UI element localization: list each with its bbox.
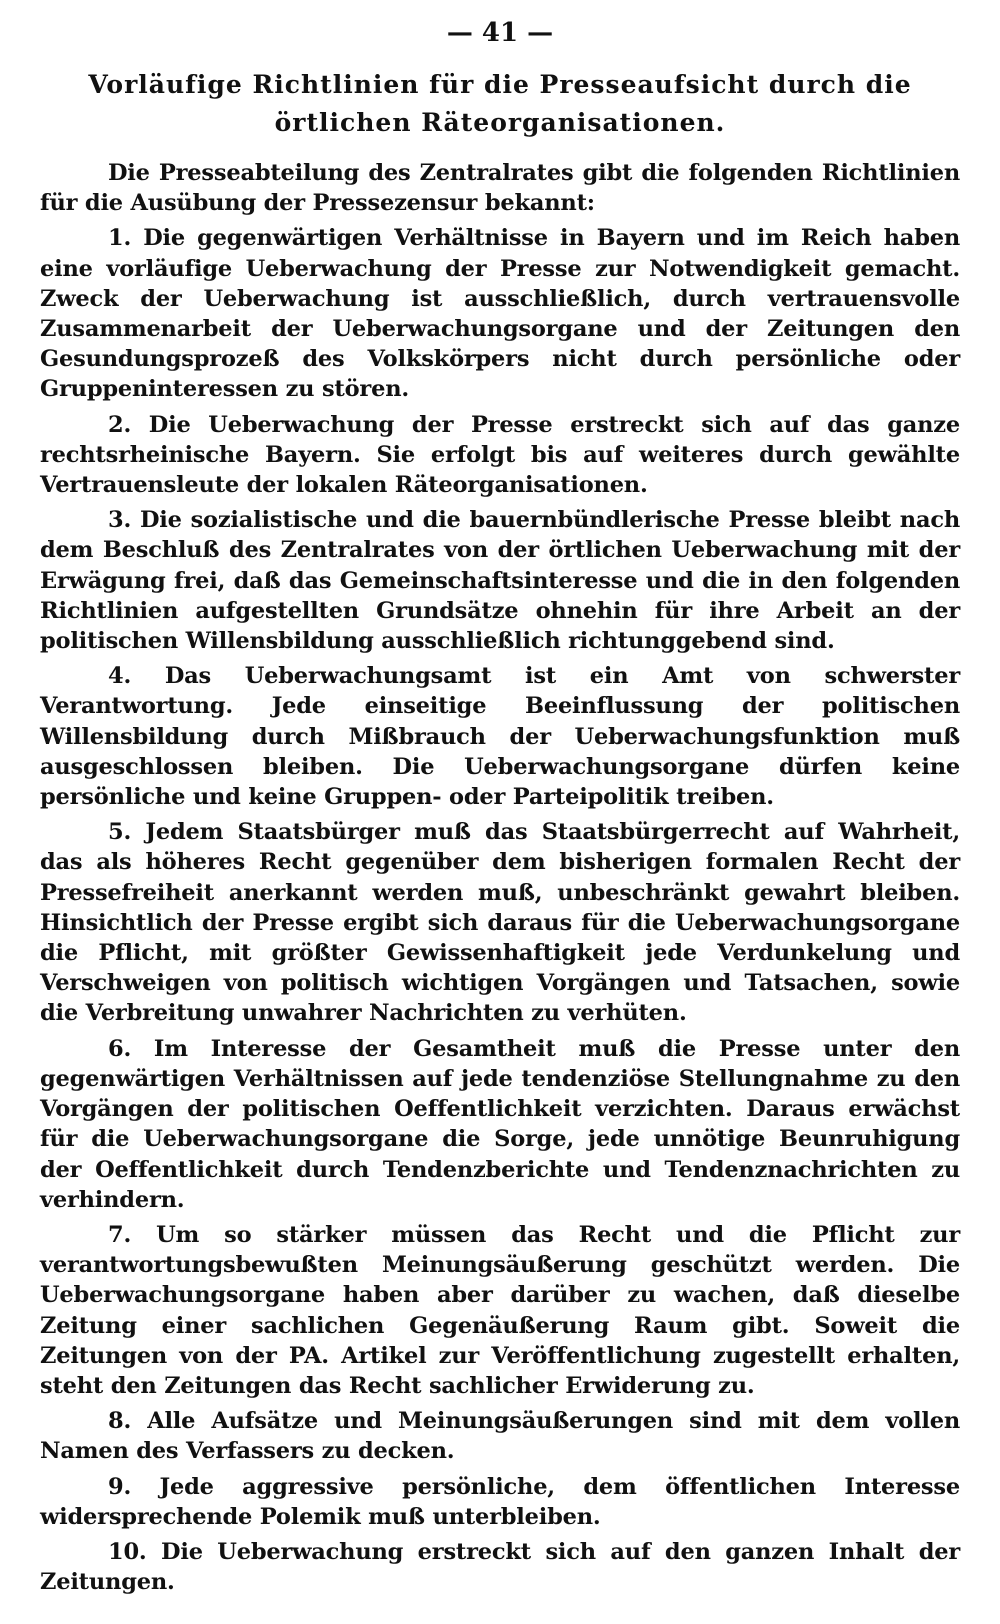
document-title: Vorläufige Richtlinien für die Presseaufsicht durch die örtlichen Räteorganisationen. (88, 70, 912, 137)
guideline-4: 4. Das Ueberwachungsamt ist ein Amt von schwerster Verantwortung. Jede einseitige Beeinflussung der politischen Willensbildung durch Mißbrauch der Ueberwachungsfunktion muß ausgeschlossen bleiben. Die Ueberwachungsorgane dürfen keine persönliche und keine Gruppen- oder Parteipolitik treiben. (40, 663, 960, 811)
intro-paragraph: Die Presseabteilung des Zentralrates gibt die folgenden Richtlinien für die Ausübung der Pressezensur bekannt: (40, 160, 960, 217)
guideline-3: 3. Die sozialistische und die bauernbündlerische Presse bleibt nach dem Beschluß des Zentralrates von der örtlichen Ueberwachung mit der Erwägung frei, daß das Gemeinschaftsinteresse und die in den folgenden Richtlinien aufgestellten Grundsätze ohnehin für ihre Arbeit an der politischen Willensbildung ausschließlich richtunggebend sind. (40, 507, 960, 655)
page-number: — 41 — (446, 18, 554, 48)
guideline-9: 9. Jede aggressive persönliche, dem öffentlichen Interesse widersprechende Polemik muß unterbleiben. (40, 1473, 960, 1530)
guideline-6: 6. Im Interesse der Gesamtheit muß die Presse unter den gegenwärtigen Verhältnissen auf jede tendenziöse Stellungnahme zu den Vorgängen der politischen Oeffentlichkeit verzichten. Daraus erwächst für die Ueberwachungsorgane die Sorge, jede unnötige Beunruhigung der Oeffentlichkeit durch Tendenzberichte und Tendenznachrichten zu verhindern. (40, 1035, 960, 1213)
guideline-5: 5. Jedem Staatsbürger muß das Staatsbürgerrecht auf Wahrheit, das als höheres Recht gegenüber dem bisherigen formalen Recht der Pressefreiheit anerkannt werden muß, unbeschränkt gewahrt bleiben. Hinsichtlich der Presse ergibt sich daraus für die Ueberwachungsorgane die Pflicht, mit größter Gewissenhaftigkeit jede Verdunkelung und Verschweigen von politisch wichtigen Vorgängen und Tatsachen, sowie die Verbreitung unwahrer Nachrichten zu verhüten. (40, 819, 960, 1027)
guideline-10: 10. Die Ueberwachung erstreckt sich auf den ganzen Inhalt der Zeitungen. (40, 1538, 960, 1596)
guideline-7: 7. Um so stärker müssen das Recht und die Pflicht zur verantwortungsbewußten Meinungsäußerung geschützt werden. Die Ueberwachungsorgane haben aber darüber zu wachen, daß dieselbe Zeitung einer sachlichen Gegenäußerung Raum gibt. Soweit die Zeitungen von der PA. Artikel zur Veröffentlichung zugestellt erhalten, steht den Zeitungen das Recht sachlicher Erwiderung zu. (40, 1221, 960, 1399)
guideline-8: 8. Alle Aufsätze und Meinungsäußerungen sind mit dem vollen Namen des Verfassers zu decken. (40, 1408, 960, 1465)
guideline-2: 2. Die Ueberwachung der Presse erstreckt sich auf das ganze rechtsrheinische Bayern. Sie erfolgt bis auf weiteres durch gewählte Vertrauensleute der lokalen Räteorganisationen. (40, 411, 960, 499)
guideline-1: 1. Die gegenwärtigen Verhältnisse in Bayern und im Reich haben eine vorläufige Ueberwachung der Presse zur Notwendigkeit gemacht. Zweck der Ueberwachung ist ausschließlich, durch vertrauensvolle Zusammenarbeit der Ueberwachungsorgane und der Zeitungen den Gesundungsprozeß des Volkskörpers nicht durch persönliche oder Gruppeninteressen zu stören. (40, 225, 960, 403)
